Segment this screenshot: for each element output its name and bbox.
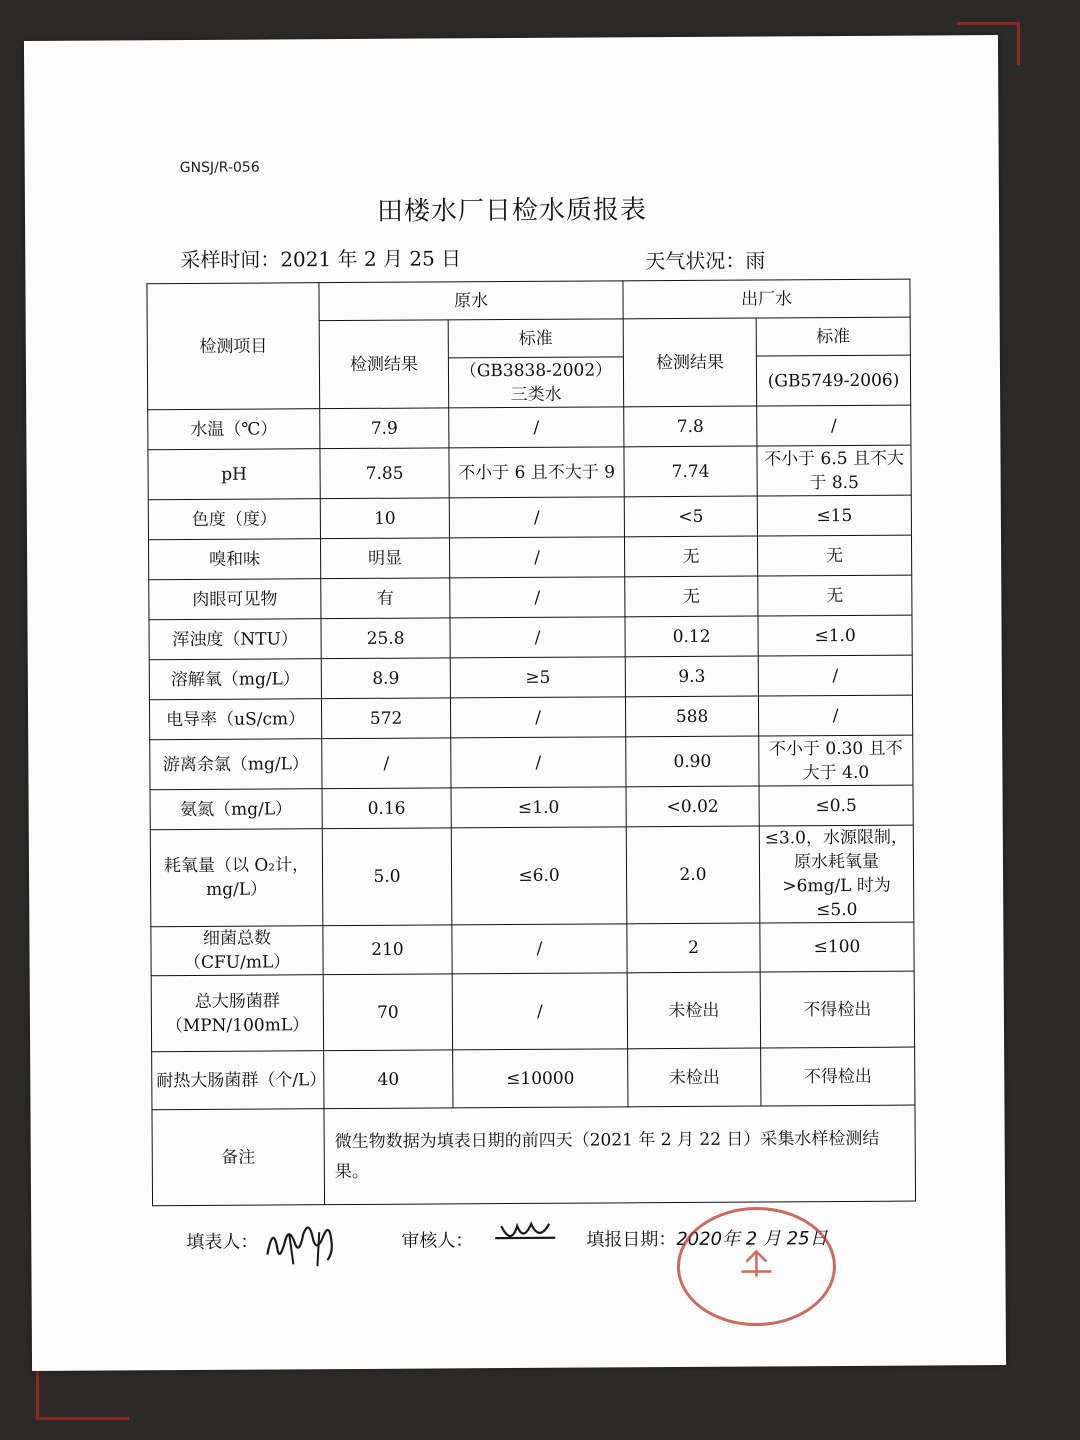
weather-value: 雨 [745, 248, 766, 273]
cell-raw-result: 7.85 [320, 448, 449, 499]
cell-out-result: 588 [625, 696, 758, 737]
cell-raw-result: 有 [321, 578, 450, 619]
cell-item: 嗅和味 [148, 539, 320, 580]
cell-out-result: 未检出 [627, 972, 760, 1049]
table-row [149, 655, 912, 700]
cell-out-std: / [758, 695, 912, 736]
header-outlet-water: 出厂水 [623, 279, 910, 319]
reviewer-signature [491, 1216, 561, 1252]
cell-item: 肉眼可见物 [149, 579, 321, 620]
cell-raw-result: 0.16 [322, 788, 451, 829]
remark-label: 备注 [152, 1109, 325, 1206]
table-row [150, 735, 913, 790]
sampling-time [180, 242, 461, 273]
header-raw-standard: 标准 [448, 319, 623, 358]
header-item: 检测项目 [147, 283, 320, 410]
header-raw-water: 原水 [319, 281, 623, 321]
cell-raw-std: / [449, 407, 624, 448]
cell-item: 游离余氯（mg/L） [150, 739, 322, 790]
cell-raw-std: / [451, 737, 626, 788]
cell-raw-std: / [450, 617, 625, 658]
cell-item: 溶解氧（mg/L） [149, 659, 321, 700]
cell-raw-result: 10 [320, 498, 449, 539]
table-row [148, 535, 911, 580]
remark-text: 微生物数据为填表日期的前四天（2021 年 2 月 22 日）采集水样检测结果。 [324, 1105, 916, 1205]
cell-out-result: 0.90 [626, 736, 759, 787]
cell-out-std: / [758, 655, 912, 696]
filler-field [186, 1228, 258, 1254]
cell-raw-result: 8.9 [321, 658, 450, 699]
cell-raw-std: / [449, 497, 624, 538]
cell-out-result: <0.02 [626, 786, 759, 827]
header-out-result: 检测结果 [623, 318, 757, 407]
table-row [152, 1047, 915, 1110]
reviewer-label: 审核人： [401, 1230, 474, 1252]
table-row [148, 495, 911, 540]
cell-raw-result: 明显 [320, 538, 449, 579]
cell-item: 色度（度） [148, 499, 320, 540]
sampling-label: 采样时间： [180, 247, 281, 273]
cell-raw-std: ≤10000 [453, 1049, 628, 1108]
cell-out-std: 不得检出 [761, 1047, 915, 1106]
cell-out-std: 不小于 6.5 且不大于 8.5 [757, 445, 911, 496]
official-seal-stamp [671, 1201, 842, 1332]
cell-item: 总大肠菌群（MPN/100mL） [151, 975, 323, 1052]
raw-std-code: （GB3838-2002） [459, 359, 613, 381]
cell-raw-std: / [450, 697, 625, 738]
date-handwritten: 2020年 2 月 25日 [676, 1228, 828, 1251]
table-row [149, 695, 912, 740]
cell-out-result: 9.3 [625, 656, 758, 697]
cell-raw-std: / [449, 537, 624, 578]
cell-raw-result: / [322, 738, 451, 789]
table-row [148, 445, 911, 500]
cell-item: 细菌总数（CFU/mL） [151, 926, 323, 976]
table-row [149, 615, 912, 660]
cell-out-std: 不得检出 [760, 971, 914, 1048]
reviewer-field [401, 1226, 473, 1252]
cell-raw-result: 40 [324, 1050, 453, 1109]
table-row [150, 785, 913, 830]
cell-out-result: 无 [625, 576, 758, 617]
cell-item: 氨氮（mg/L） [150, 789, 322, 830]
table-row [151, 922, 914, 976]
table-row [148, 405, 911, 450]
filler-signature [259, 1214, 349, 1275]
cell-item: 耐热大肠菌群（个/L） [152, 1051, 324, 1110]
weather [645, 244, 765, 274]
cell-item: 浑浊度（NTU） [149, 619, 321, 660]
cell-out-std: 无 [757, 535, 911, 576]
cell-item: 耗氧量（以 O₂计，mg/L） [150, 829, 323, 927]
sampling-value: 2021 年 2 月 25 日 [280, 246, 462, 272]
cell-out-result: 7.8 [624, 406, 757, 447]
cell-out-result: 无 [624, 536, 757, 577]
cell-out-result: <5 [624, 496, 757, 537]
water-quality-table [146, 279, 916, 1207]
cell-item: 水温（℃） [148, 409, 320, 450]
cell-out-std: 不小于 0.30 且不大于 4.0 [759, 735, 913, 786]
cell-raw-result: 210 [323, 925, 452, 975]
cell-raw-std: ≥5 [450, 657, 625, 698]
document-code: GNSJ/R-056 [179, 159, 260, 177]
raw-std-class: 三类水 [510, 384, 562, 405]
cell-raw-std: / [452, 924, 627, 974]
cell-raw-result: 572 [321, 698, 450, 739]
cell-out-result: 2.0 [626, 826, 760, 924]
cell-raw-std: 不小于 6 且不大于 9 [449, 447, 624, 498]
cell-raw-result: 25.8 [321, 618, 450, 659]
cell-out-std: ≤0.5 [759, 785, 913, 826]
cell-out-std: ≤1.0 [758, 615, 912, 656]
page-title: 田楼水厂日检水质报表 [376, 195, 648, 227]
cell-raw-std: ≤1.0 [451, 787, 626, 828]
cell-out-std: ≤100 [760, 922, 914, 972]
cell-out-result: 0.12 [625, 616, 758, 657]
cell-item: 电导率（uS/cm） [149, 699, 321, 740]
report-paper [24, 35, 1006, 1371]
filler-label: 填表人： [186, 1231, 259, 1254]
cell-out-std: ≤15 [757, 495, 911, 536]
cell-item: pH [148, 449, 320, 500]
remark-row [152, 1105, 916, 1206]
cell-raw-result: 5.0 [322, 828, 452, 926]
table-row [151, 971, 914, 1052]
cell-raw-std: ≤6.0 [451, 827, 627, 925]
table-row [150, 825, 914, 927]
cell-raw-result: 70 [323, 974, 452, 1051]
cell-out-result: 未检出 [628, 1048, 761, 1107]
table-row [149, 575, 912, 620]
cell-out-std: / [757, 405, 911, 446]
header-out-standard-code: (GB5749-2006) [756, 355, 910, 406]
cell-out-result: 7.74 [624, 446, 757, 497]
weather-label: 天气状况： [645, 248, 746, 274]
header-out-standard: 标准 [756, 317, 910, 356]
date-label: 填报日期： [586, 1229, 677, 1251]
cell-raw-std: / [452, 973, 627, 1050]
cell-out-std: 无 [758, 575, 912, 616]
header-raw-standard-code [448, 357, 623, 408]
cell-raw-result: 7.9 [320, 408, 449, 449]
header-raw-result: 检测结果 [319, 320, 449, 409]
cell-raw-std: / [450, 577, 625, 618]
cell-out-result: 2 [627, 923, 760, 973]
cell-out-std: ≤3.0，水源限制，原水耗氧量>6mg/L 时为≤5.0 [759, 825, 914, 923]
